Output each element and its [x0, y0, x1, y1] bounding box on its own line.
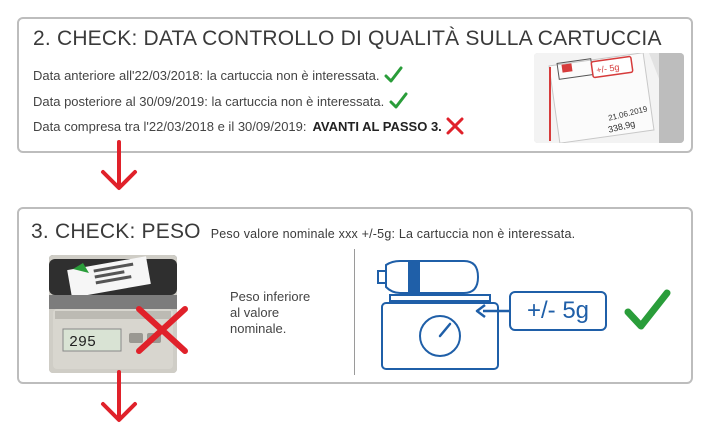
cartridge-icon: [378, 261, 478, 293]
section-title: [31, 220, 575, 244]
check-weight-section: [17, 207, 693, 384]
pointer-arrow-icon: [475, 303, 511, 319]
check-icon: [383, 65, 403, 85]
check-icon: [623, 287, 671, 333]
label-date-text: 21.06.2019: [607, 104, 649, 123]
rule-text: Data anteriore all'22/03/2018: la cartuccia non è interessata.: [33, 67, 380, 83]
label-weight-text: 338,9g: [607, 118, 637, 135]
label-tolerance-text: +/- 5g: [595, 62, 621, 76]
cross-icon: [134, 304, 190, 356]
tolerance-badge: +/- 5g: [509, 291, 607, 331]
scale-display-text: 295: [69, 334, 97, 351]
check-date-section: [17, 17, 693, 153]
rule-text: Data posteriore al 30/09/2019: la cartuccia non è interessata.: [33, 93, 385, 109]
rule-text: Data compresa tra l'22/03/2018 e il 30/09/2019:: [33, 118, 307, 134]
date-rule-line: [33, 91, 408, 111]
section-title: 2. CHECK: DATA CONTROLLO DI QUALITÀ SULLA CARTUCCIA: [33, 27, 662, 50]
divider: [354, 249, 355, 375]
section-subtitle: Peso valore nominale xxx +/-5g: La cartuccia non è interessata.: [210, 227, 576, 241]
underweight-note: Peso inferiore al valore nominale.: [230, 289, 311, 336]
date-rule-line: [33, 117, 464, 135]
date-rule-line: [33, 65, 403, 85]
arrow-down-icon: [99, 370, 139, 426]
cartridge-label-photo: [534, 53, 684, 143]
section-title-text: 3. CHECK: PESO: [31, 220, 201, 243]
cross-icon: [446, 117, 464, 135]
check-icon: [388, 91, 408, 111]
rule-action: AVANTI AL PASSO 3.: [312, 118, 442, 134]
arrow-down-icon: [99, 140, 139, 194]
